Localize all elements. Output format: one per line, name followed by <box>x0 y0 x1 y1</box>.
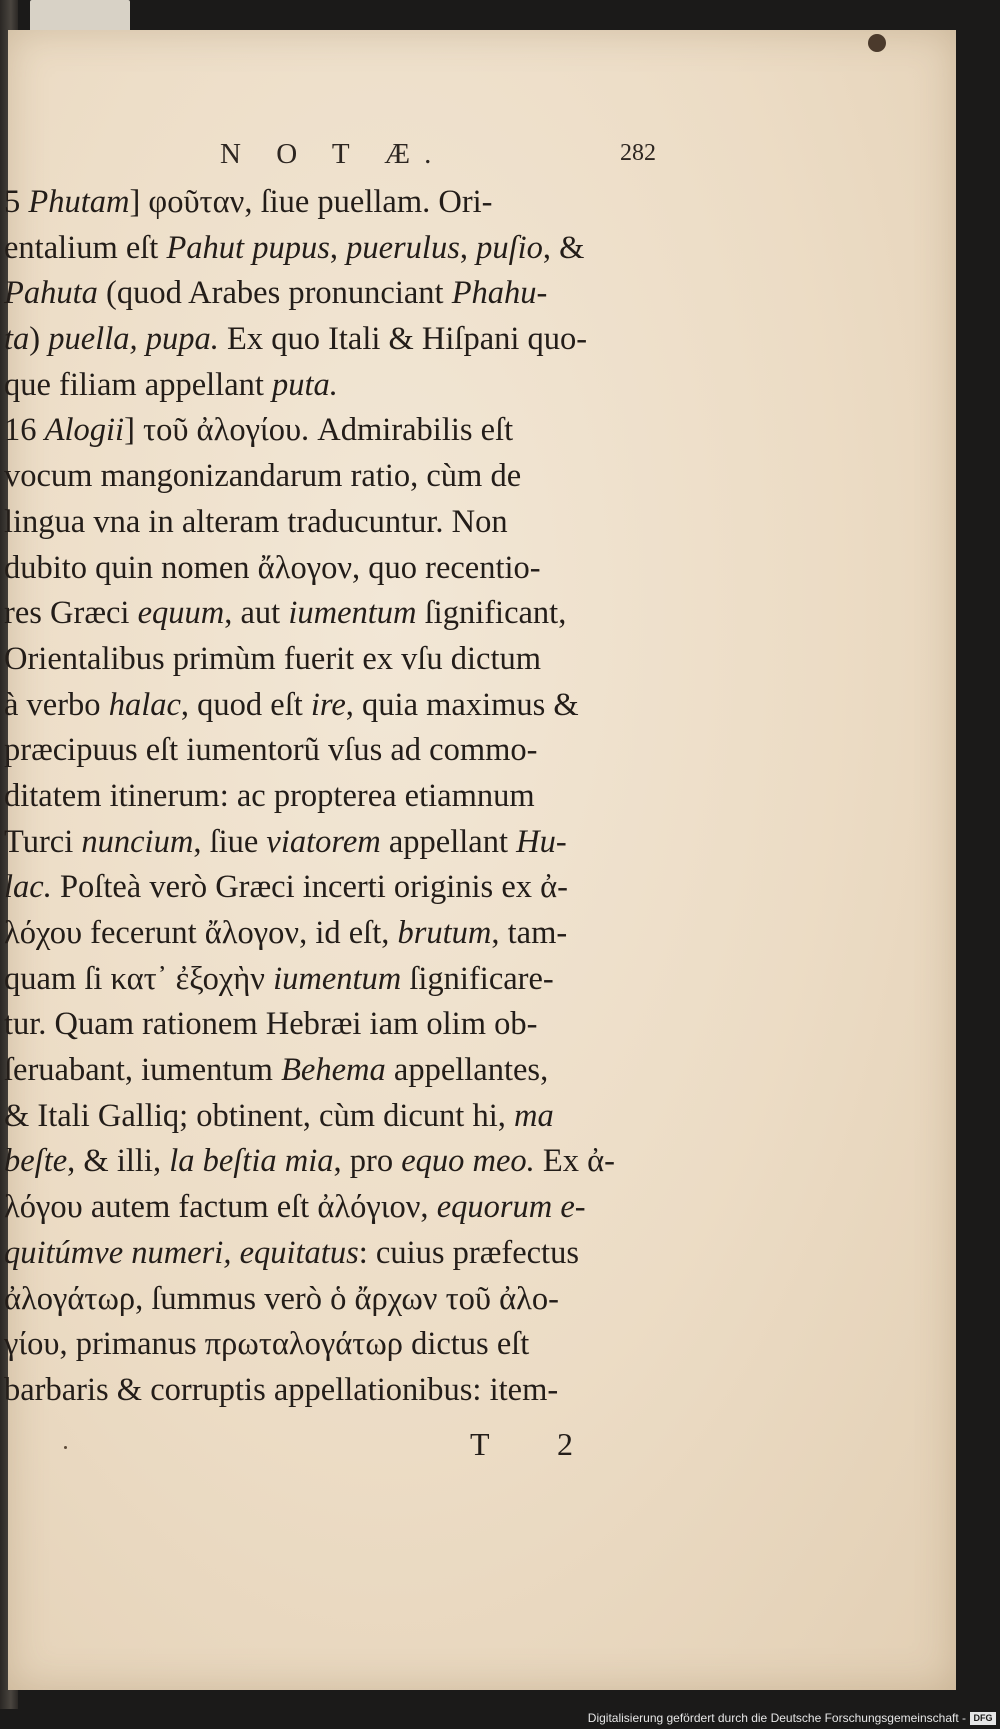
ink-stain <box>868 34 886 52</box>
signature-mark: T 2 <box>470 1426 603 1462</box>
italic-run: beſte <box>4 1143 68 1180</box>
text-line: 16 Alogii] τοῦ ἀλογίου. Admirabilis eſt <box>4 412 514 449</box>
text-line: tur. Quam rationem Hebræi iam olim ob- <box>4 1006 538 1043</box>
text-line: & Itali Galliq; obtinent, cùm dicunt hi, ma <box>4 1097 554 1134</box>
text-line: Pahuta (quod Arabes pronunciant Phahu- <box>4 275 548 312</box>
italic-run: nuncium <box>81 823 194 860</box>
text-line: λόχου fecerunt ἄλογον, id eſt, brutum, tam- <box>4 915 568 951</box>
italic-run: ta <box>4 321 30 358</box>
text-line: beſte, & illi, la beſtia mia, pro equo meo. Ex ἀ- <box>4 1143 615 1180</box>
italic-run: halac <box>108 686 181 723</box>
page-number: 282 <box>620 140 656 166</box>
text-line: à verbo halac, quod eſt ire, quia maximus & <box>4 686 579 723</box>
italic-run: iumentum <box>273 960 402 997</box>
paper-speck <box>64 1446 67 1449</box>
text-line: quam ſi κατ᾽ ἐξοχὴν iumentum ſignificare- <box>4 960 554 997</box>
text-line: res Græci equum, aut iumentum ſignificant, <box>4 595 567 632</box>
dfg-logo: DFG <box>970 1712 996 1725</box>
text-line: entalium eſt Pahut pupus, puerulus, puſio, & <box>4 229 585 266</box>
running-head: N O T Æ. <box>220 138 446 170</box>
text-line: præcipuus eſt iumentorũ vſus ad commo- <box>4 732 538 769</box>
text-line: Orientalibus primùm fuerit ex vſu dictum <box>4 640 542 677</box>
digitization-credit: Digitalisierung gefördert durch die Deutsche Forschungsgemeinschaft - <box>587 1711 966 1725</box>
text-line: lac. Poſteà verò Græci incerti originis ex ἀ- <box>4 869 568 906</box>
italic-run: ma <box>514 1097 554 1134</box>
italic-run: Hu- <box>516 823 567 860</box>
text-line: ta) puella, pupa. Ex quo Itali & Hiſpani quo- <box>4 321 588 358</box>
text-line: ditatem itinerum: ac propterea etiamnum <box>4 777 535 814</box>
text-line: ſeruabant, iumentum Behema appellantes, <box>4 1052 549 1089</box>
italic-run: puella, pupa. <box>48 321 219 358</box>
text-line: ἀλογάτωρ, ſummus verò ὁ ἄρχων τοῦ ἀλο- <box>4 1280 560 1317</box>
italic-run: iumentum <box>288 595 417 632</box>
text-line: 5 Phutam] φοῦταν, ſiue puellam. Ori- <box>4 184 493 220</box>
italic-run: Pahuta <box>4 275 98 312</box>
italic-run: quitúmve numeri, equitatus <box>4 1234 359 1271</box>
italic-run: Phutam <box>28 184 130 220</box>
italic-run: equo meo. <box>401 1143 535 1180</box>
italic-run: Alogii <box>44 412 125 449</box>
text-line: λόγου autem factum eſt ἀλόγιον, equorum e- <box>4 1189 586 1226</box>
italic-run: lac. <box>4 869 52 906</box>
italic-run: ire <box>310 686 346 723</box>
text-line: dubito quin nomen ἄλογον, quo recentio- <box>4 549 541 586</box>
italic-run: equorum e- <box>436 1189 586 1226</box>
italic-run: equum <box>137 595 225 632</box>
italic-run: la beſtia mia <box>169 1143 334 1180</box>
italic-run: brutum <box>397 915 492 951</box>
text-line: que filiam appellant puta. <box>4 366 338 403</box>
text-line: vocum mangonizandarum ratio, cùm de <box>4 458 522 495</box>
italic-run: Behema <box>281 1052 386 1089</box>
italic-run: Pahut pupus <box>166 229 330 266</box>
italic-run: viatorem <box>266 823 381 860</box>
italic-run: puſio <box>476 229 543 266</box>
text-line: lingua vna in alteram traducuntur. Non <box>4 503 508 540</box>
main-text <box>4 180 694 1414</box>
text-line: quitúmve numeri, equitatus: cuius præfectus <box>4 1234 579 1271</box>
italic-run: puta. <box>272 366 338 403</box>
italic-run: Phahu- <box>451 275 548 312</box>
text-line: barbaris & corruptis appellationibus: item- <box>4 1371 559 1408</box>
text-line: Turci nuncium, ſiue viatorem appellant Hu- <box>4 823 567 860</box>
text-line: γίου, primanus πρωταλογάτωρ dictus eſt <box>4 1326 530 1363</box>
italic-run: puerulus <box>346 229 460 266</box>
